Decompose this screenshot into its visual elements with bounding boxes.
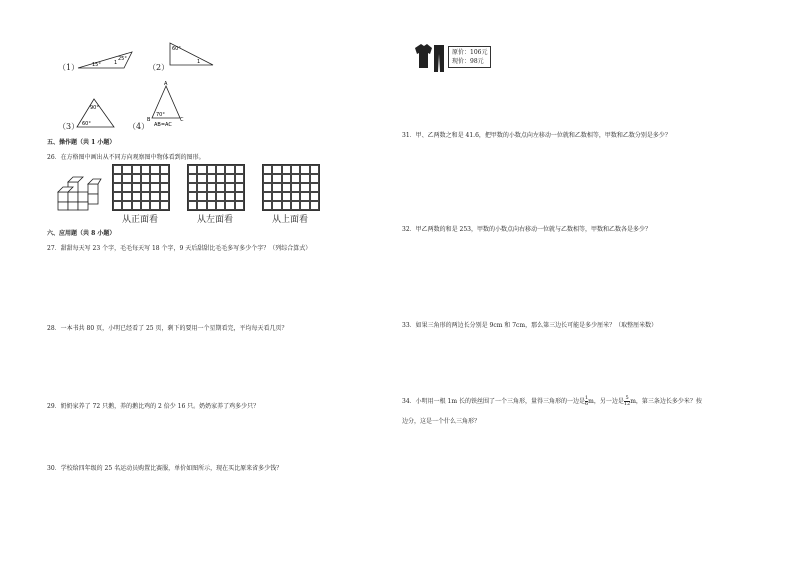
price-tag — [448, 46, 491, 68]
triangle-figure-4 — [146, 78, 186, 128]
grid-top-view[interactable] — [262, 164, 320, 211]
question-29: 29．奶奶家养了 72 只鹅，养的鹅比鸡的 2 倍少 16 只。奶奶家养了鸡多少只？ — [47, 403, 260, 410]
question-30: 30．学校给四年级的 25 名运动员购置比赛服，单价如图所示，现在买比原来省多少钱？ — [47, 465, 283, 472]
clothing-image — [412, 42, 446, 74]
question-34-part2: m，第三条边长多少米？按 — [630, 398, 702, 405]
t1-mark: 1 — [114, 60, 118, 66]
question-34-part1: 34．小明用一根 1m 长的铁丝围了一个三角形，量得三角形的一边是 — [402, 398, 585, 405]
t1-angle-b: 25° — [118, 56, 127, 62]
price-original: 原价：106元 — [452, 49, 488, 56]
t2-mark: 1 — [197, 59, 201, 65]
t1-angle-a: 15° — [92, 62, 101, 68]
grid-front-view[interactable] — [112, 164, 170, 211]
triangle-figure-3 — [74, 96, 118, 130]
fraction-2-numerator: 5 — [625, 395, 629, 401]
view-label-front: 从正面看 — [122, 215, 159, 225]
t4-angle: 70° — [156, 112, 165, 118]
triangle-label-3: （3） — [58, 122, 80, 131]
fraction-1-numerator: 1 — [584, 395, 589, 401]
question-34-unit1: m，另一边是 — [588, 398, 624, 405]
t4-vertex-a: A — [164, 81, 168, 87]
question-33: 33．如果三角形的两边长分别是 9cm 和 7cm，那么第三边长可能是多少厘米？（取整厘米数） — [402, 322, 658, 329]
triangle-label-4: （4） — [128, 122, 150, 131]
t4-note: AB=AC — [154, 122, 172, 128]
triangle-figure-1 — [76, 50, 136, 72]
fraction-2-denominator: 12 — [623, 401, 631, 407]
price-current: 现价：98元 — [452, 58, 484, 65]
t3-angle-top: 90° — [90, 105, 99, 111]
fraction-1-denominator: 6 — [584, 401, 589, 407]
question-34-line2: 边分，这是一个什么三角形？ — [402, 418, 481, 425]
view-label-left: 从左面看 — [197, 215, 234, 225]
section-5-title: 五、操作题（共 1 小题） — [47, 139, 116, 146]
t4-vertex-c: C — [180, 117, 184, 123]
t3-angle-left: 60° — [82, 121, 91, 127]
t2-angle: 60° — [172, 46, 181, 52]
question-28: 28．一本书共 80 页，小明已经看了 25 页，剩下的要用一个星期看完，平均每天看几页？ — [47, 325, 288, 332]
triangle-figure-2 — [167, 40, 217, 68]
question-32: 32．甲乙两数的和是 253，甲数的小数点向右移动一位就与乙数相等，甲数和乙数各是多少？ — [402, 226, 651, 233]
view-label-top: 从上面看 — [272, 215, 309, 225]
section-6-title: 六、应用题（共 8 小题） — [47, 230, 116, 237]
cube-stack-figure — [52, 172, 102, 212]
grid-left-view[interactable] — [187, 164, 245, 211]
triangle-label-2: （2） — [148, 63, 170, 72]
question-26: 26．在方格图中画出从不同方向观察图中物体看到的图形。 — [47, 154, 205, 161]
question-34 — [402, 396, 702, 407]
triangle-label-1: （1） — [58, 63, 80, 72]
t4-vertex-b: B — [147, 117, 151, 123]
question-27: 27．甜甜每天写 23 个字，毛毛每天写 18 个字，9 天后甜甜比毛毛多写多少个字？（列综合算式） — [47, 245, 312, 252]
question-31: 31．甲、乙两数之和是 41.6，把甲数的小数点向左移动一位就和乙数相等，甲数和乙数分别是多少？ — [402, 132, 671, 139]
